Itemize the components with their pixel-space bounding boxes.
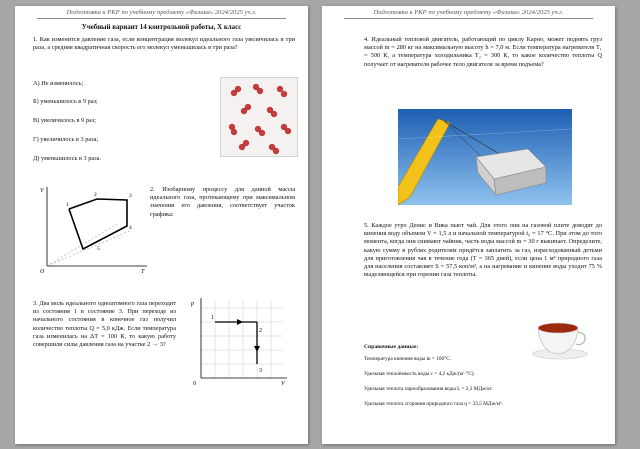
page-header: Подготовка к РКР по учебному предмету «Физика» 2024/2025 уч.г.	[373, 9, 564, 16]
question-2-text: 2. Изобарному процессу для данной массы идеального газа, протекающему при максимальном значении его давления, соответствует участок графика:	[150, 186, 295, 218]
pv-point-1: 1	[211, 315, 214, 321]
pv-point-2: 2	[259, 328, 262, 334]
page-left	[15, 6, 308, 444]
header-divider	[37, 18, 286, 19]
reference-item-1: Температура кипения воды tк = 100°C.	[364, 356, 452, 362]
vt-graph	[37, 182, 152, 274]
p-axis-label: p	[191, 301, 194, 307]
vt-point-5: 5	[97, 246, 100, 252]
q1-option-b: Б) уменьшилось в 9 раз;	[33, 98, 98, 105]
q1-option-d: Г) увеличилось в 3 раза;	[33, 136, 99, 143]
tea-cup-image	[528, 316, 592, 360]
gas-molecules-image	[220, 77, 298, 157]
crane-photo	[398, 109, 572, 205]
q1-option-e: Д) уменьшилось в 3 раза.	[33, 155, 102, 162]
reference-item-2: Удельная теплоёмкость воды с = 4,2 кДж/(кг·°С).	[364, 371, 475, 377]
origin-label-pv: 0	[193, 381, 196, 386]
vt-point-1: 1	[66, 202, 69, 208]
question-1-text: 1. Как изменится давление газа, если концентрация молекул идеального газа увеличилась в три раза, а средняя квадратичная скорость его молекул уменьшилась в три раза?	[33, 36, 295, 52]
origin-label: O	[40, 269, 45, 274]
question-3-text: 3. Два моль идеального одноатомного газа переходит из состояния 1 в состояние 3. При переходе из начального состояния в конечное газ получил количество теплоты Q = 5,0 кДж. Если температура газа изменилась на ΔT = 100 К, то какую работу совершили силы давления газа на участке 2 → 3?	[33, 300, 176, 348]
q1-option-c: В) увеличилось в 9 раз;	[33, 117, 96, 124]
reference-item-4: Удельная теплота сгорания природного газа q = 33,5 МДж/м³.	[364, 401, 503, 407]
t-axis-label: T	[141, 269, 145, 274]
reference-item-3: Удельная теплота парообразования воды L = 2,3 МДж/кг.	[364, 386, 493, 392]
v-axis-label: V	[40, 188, 44, 194]
q1-option-a: А) Не изменилось;	[33, 80, 84, 87]
page-header: Подготовка к РКР по учебному предмету «Физика» 2024/2025 уч.г.	[66, 9, 257, 16]
pv-graph	[183, 294, 291, 386]
question-4-text: 4. Идеальный тепловой двигатель, работающий по циклу Карно, может поднять груз массой m = 280 кг на максимальную высоту h = 7,0 м. Если температура нагревателя T₁ = 500 К, а температура холодильника T₂ = 300 К, то какое количество теплоты Q получает от нагревателя рабочее тело двигателя за время подъема?	[364, 36, 602, 68]
reference-title: Справочные данные:	[364, 344, 419, 350]
v-axis-label-pv: V	[281, 381, 285, 386]
vt-point-2: 2	[94, 192, 97, 198]
page-title: Учебный вариант 14 контрольной работы, X класс	[81, 24, 242, 31]
pv-point-3: 3	[259, 368, 262, 374]
vt-point-3: 3	[129, 193, 132, 199]
vt-point-4: 4	[129, 225, 132, 231]
question-5-text: 5. Каждое утро Денис и Вика пьют чай. Для этого они на газовой плите доводят до кипения воду объемом V = 1,5 л и начальной температурой t₀ = 17 °C. При этом до того момента, когда они снимают чайник, часть воды массой m = 30 г выкипает. Определите, какую сумму в рублях родителям придётся заплатить за газ, израсходованный детьми для приготовления чая в течение года (T = 365 дней), если цена 1 м³ природного газа для населения составляет S = 57,5 коп/м³, а на нагревание и кипение воды уходит 75 % выделяющейся при горении газа теплоты.	[364, 222, 602, 279]
page-right	[322, 6, 615, 444]
header-divider	[344, 18, 593, 19]
